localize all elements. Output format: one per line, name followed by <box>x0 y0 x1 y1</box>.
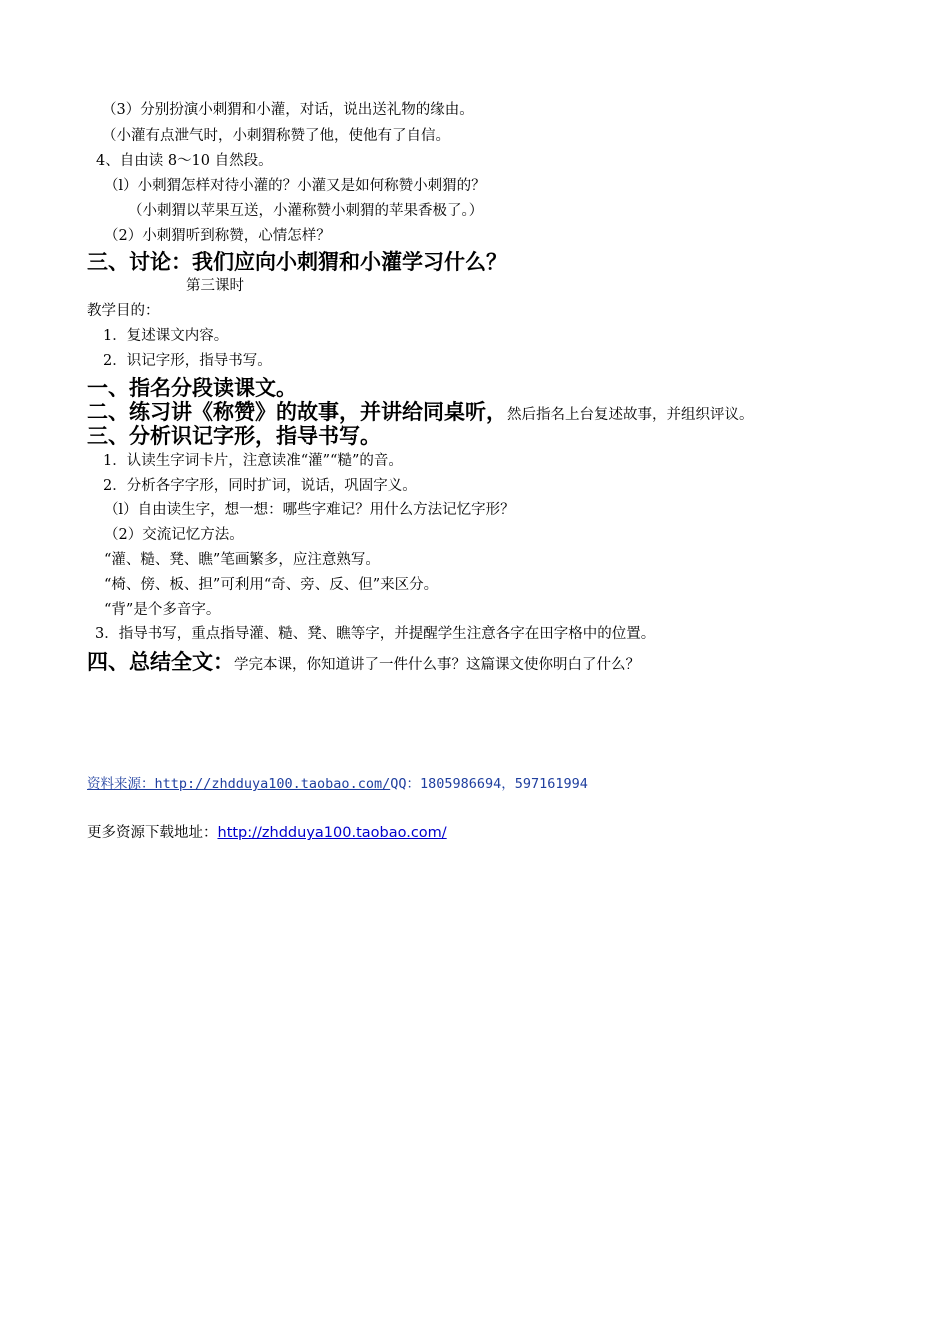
step2-heading-text: 二、练习讲《称赞》的故事，并讲给同桌听， <box>87 400 507 424</box>
goals-label: 教学目的： <box>87 303 160 319</box>
question1-line: （l）小刺猬怎样对待小灌的？小灌又是如何称赞小刺猬的？ <box>104 178 486 194</box>
step3-answer-line: （小灌有点泄气时，小刺猬称赞了他，使他有了自信。 <box>102 128 450 144</box>
sub-item-2a: （l）自由读生字，想一想：哪些字难记？用什么方法记忆字形？ <box>104 502 515 518</box>
step4-heading <box>87 649 640 678</box>
step4-heading-text: 四、总结全文： <box>87 650 234 674</box>
step3-heading: 三、分析识记字形，指导书写。 <box>87 424 381 448</box>
step1-heading: 一、指名分段读课文。 <box>87 376 297 400</box>
memory-note-3: “背”是个多音字。 <box>104 602 221 618</box>
memory-note-1: “灌、糙、凳、瞧”笔画繁多，应注意熟写。 <box>104 552 380 568</box>
lesson3-title: 第三课时 <box>186 278 244 294</box>
sub-item-1: 1．认读生字词卡片，注意读准“灌”“糙”的音。 <box>103 453 403 469</box>
sub-item-2b: （2）交流记忆方法。 <box>104 527 244 543</box>
source-url: http://zhdduya100.taobao.com/ <box>154 776 391 792</box>
source-line <box>87 775 588 793</box>
sub-item-3: 3．指导书写，重点指导灌、糙、凳、瞧等字，并提醒学生注意各字在田字格中的位置。 <box>95 626 656 642</box>
more-resources-line <box>87 823 447 843</box>
memory-note-2: “椅、傍、板、担”可利用“奇、旁、反、但”来区分。 <box>104 577 439 593</box>
step3-line: （3）分别扮演小刺猬和小灌，对话，说出送礼物的缘由。 <box>102 102 474 118</box>
more-resources-label: 更多资源下载地址： <box>87 825 218 841</box>
question1-answer-line: （小刺猬以苹果互送，小灌称赞小刺猬的苹果香极了。） <box>128 203 484 219</box>
source-label: 资料来源： <box>87 776 155 792</box>
goal-item-2: 2．识记字形，指导书写。 <box>103 353 272 369</box>
section3-discussion-heading: 三、讨论：我们应向小刺猬和小灌学习什么？ <box>87 250 507 274</box>
sub-item-2: 2．分析各字字形，同时扩词，说话，巩固字义。 <box>103 478 417 494</box>
step2-heading-tail: 然后指名上台复述故事，并组织评议。 <box>507 407 754 423</box>
step4-heading-tail: 学完本课，你知道讲了一件什么事？这篇课文使你明白了什么？ <box>234 657 640 673</box>
step4-line: 4、自由读 8～10 自然段。 <box>96 153 273 169</box>
goal-item-1: 1．复述课文内容。 <box>103 328 229 344</box>
more-resources-link[interactable]: http://zhdduya100.taobao.com/ <box>217 825 447 841</box>
source-qq: QQ：1805986694，597161994 <box>390 776 588 792</box>
question2-line: （2）小刺猬听到称赞，心情怎样？ <box>104 228 331 244</box>
source-link[interactable] <box>87 776 390 792</box>
